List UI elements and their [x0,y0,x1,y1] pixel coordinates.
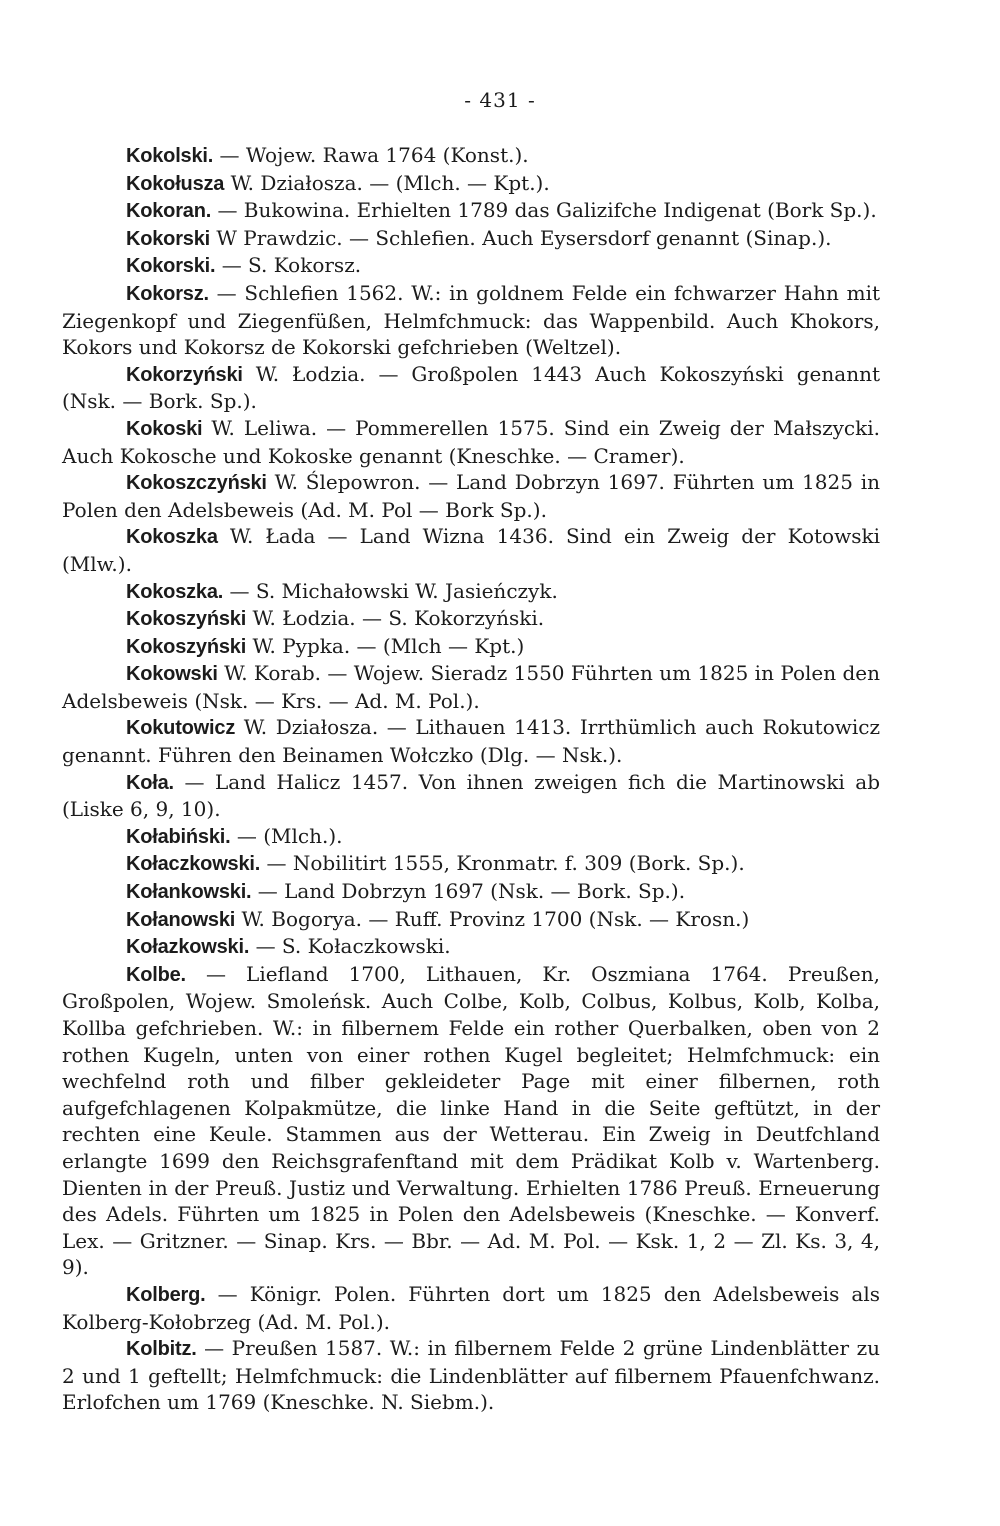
entry-headword: Kokoszka. [126,580,224,603]
entry-list [62,142,880,1416]
entry [62,660,880,714]
entry [62,252,880,280]
entry-text: — Wojew. Rawa 1764 (Konst.). [219,143,529,167]
entry [62,415,880,469]
entry-text: — S. Michałowski W. Jasieńczyk. [229,578,558,603]
entry [62,142,880,170]
entry [62,225,880,253]
entry-headword: Kokowski [126,663,218,686]
entry-headword: Kokoszka [126,526,218,549]
entry [62,361,880,415]
entry-headword: Kokorzyński [126,363,243,386]
entry-headword: Kołaczkowski. [126,853,261,876]
entry-text: W. Bogorya. — Ruff. Provinz 1700 (Nsk. — Krosn.) [241,906,750,931]
entry-headword: Kokoszyński [126,608,247,631]
entry-headword: Kokołusza [126,172,225,195]
entry-headword: Kolberg. [126,1283,206,1306]
entry-text: — Land Halicz 1457. Von ihnen zweigen fich die Martinowski ab (Liske 6, 9, 10). [62,769,880,822]
entry [62,961,880,1281]
entry-headword: Kolbe. [126,963,186,986]
entry [62,578,880,606]
entry-headword: Kolbitz. [126,1338,197,1361]
entry-text: W. Leliwa. — Pommerellen 1575. Sind ein Zweig der Małszycki. Auch Kokosche und Kokoske genannt (Kneschke. — Cramer). [62,415,881,468]
entry-text: W. Łodzia. — Großpolen 1443 Auch Kokoszyński genannt (Nsk. — Bork. Sp.). [62,361,880,414]
entry-headword: Kokoran. [126,200,212,223]
entry-text: W. Korab. — Wojew. Sieradz 1550 Führten um 1825 in Polen den Adelsbeweis (Nsk. — Krs. — Ad. M. Pol.). [62,661,880,713]
entry-text: — Königr. Polen. Führten dort um 1825 den Adelsbeweis als Kolberg-Kołobrzeg (Ad. M. Pol.). [62,1281,881,1334]
entry-text: W. Działosza. — (Mlch. — Kpt.). [230,170,550,195]
entry [62,906,880,934]
entry-headword: Kołankowski. [126,881,252,904]
entry [62,197,880,225]
entry [62,1335,880,1416]
entry-headword: Kokorsz. [126,282,209,305]
entry-text: — Nobilitirt 1555, Kronmatr. f. 309 (Bork. Sp.). [266,851,745,876]
entry-headword: Koła. [126,771,174,794]
entry-text: W. Ślepowron. — Land Dobrzyn 1697. Führten um 1825 in Polen den Adelsbeweis (Ad. M. Pol — Bork Sp.). [62,470,880,522]
entry [62,1281,880,1335]
entry-text: W. Łodzia. — S. Kokorzyński. [252,606,545,631]
entry-text: — Liefland 1700, Lithauen, Kr. Oszmiana 1764. Preußen, Großpolen, Wojew. Smoleńsk. Auch Colbe, Kolb, Colbus, Kolbus, Kolb, Kolba, Kollba gefchrieben. W.: in filbernem Felde ein rother Querbalken, oben von 2 rothen Kugeln, unten von einer rothen Kugel begleitet; Helmfchmuck: ein wechfelnd roth und filber gekleideter Page mit einer filbernen, roth aufgefchlagenen Kolpakmütze, die linke Hand in die Seite geftützt, in der rechten eine Keule. Stammen aus der Wetterau. Ein Zweig in Deutfchland erlangte 1699 den Reichsgrafenftand mit dem Prädikat Kolb v. Wartenberg. Dienten in der Preuß. Justiz und Verwaltung. Erhielten 1786 Preuß. Erneuerung des Adels. Führten um 1825 in Polen den Adelsbeweis (Kneschke. — Konverf. Lex. — Gritzner. — Sinap. Krs. — Bbr. — Ad. M. Pol. — Ksk. 1, 2 — Zl. Ks. 3, 4, 9). [62,961,880,1280]
entry [62,933,880,961]
entry-headword: Kokolski. [126,145,214,167]
entry-headword: Kołabiński. [126,825,231,848]
entry-headword: Kokoski [126,417,203,440]
entry-text: — Land Dobrzyn 1697 (Nsk. — Bork. Sp.). [257,879,686,904]
entry-text: — (Mlch.). [236,823,343,848]
entry [62,633,880,661]
entry-text: — Bukowina. Erhielten 1789 das Galizifche Indigenat (Bork Sp.). [217,198,877,223]
entry-text: — Schlefien 1562. W.: in goldnem Felde ein fchwarzer Hahn mit Ziegenkopf und Ziegenfüßen, Helmfchmuck: das Wappenbild. Auch Khokors, Kokors und Kokorsz de Kokorski gefchrieben (Weltzel). [62,280,881,360]
entry-headword: Kołanowski [126,908,236,931]
page-number: - 431 - [464,88,536,112]
entry-headword: Kokorski. [126,255,216,278]
entry [62,769,880,823]
entry-headword: Kokutowicz [126,717,236,740]
entry [62,170,880,198]
entry [62,469,880,523]
entry [62,878,880,906]
entry-headword: Kokoszczyński [126,472,267,495]
entry [62,850,880,878]
entry-text: W Prawdzic. — Schlefien. Auch Eysersdorf genannt (Sinap.). [216,225,832,250]
entry-text: W. Działosza. — Lithauen 1413. Irrthümlich auch Rokutowicz genannt. Führen den Beinamen Wołczko (Dlg. — Nsk.). [62,715,880,768]
entry-headword: Kokorski [126,227,210,250]
entry-text: — Preußen 1587. W.: in filbernem Felde 2 grüne Lindenblätter zu 2 und 1 geftellt; Helmfchmuck: die Lindenblätter auf filbernem Pfauenfchwanz. Erlofchen um 1769 (Kneschke. N. Siebm.). [62,1336,880,1415]
entry-text: W. Pypka. — (Mlch — Kpt.) [252,633,525,658]
entry [62,823,880,851]
entry-text: — S. Kokorsz. [221,253,362,278]
entry [62,605,880,633]
entry-text: — S. Kołaczkowski. [255,934,451,959]
entry [62,280,880,361]
entry-headword: Kołazkowski. [126,936,250,959]
entry-text: W. Łada — Land Wizna 1436. Sind ein Zweig der Kotowski (Mlw.). [62,524,880,576]
entry [62,523,880,577]
entry [62,714,880,768]
entry-headword: Kokoszyński [126,635,247,658]
